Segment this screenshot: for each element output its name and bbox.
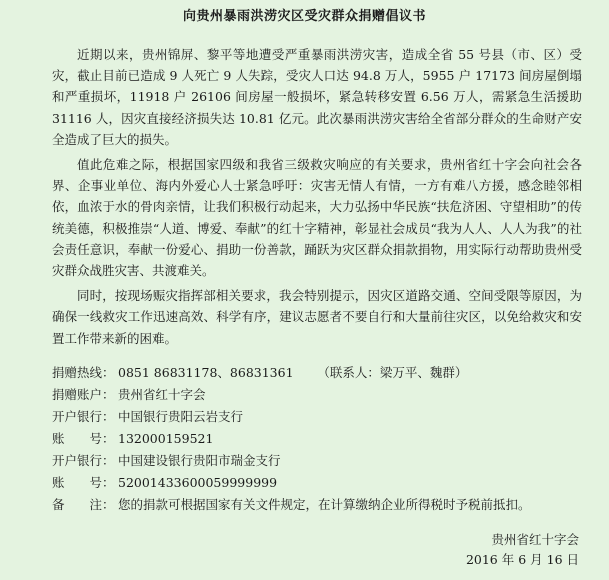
- info-value: 0851 86831178、86831361 （联系人：梁万平、魏群）: [118, 365, 468, 380]
- paragraph-appeal: 值此危难之际，根据国家四级和我省三级救灾响应的有关要求，贵州省红十字会向社会各界、企事业单位、海内外爱心人士紧急呼吁：灾害无情人有情，一方有难八方援，感念睦邻相依，血浓于水的骨肉亲情，让我们积极行动起来，大力弘扬中华民族“扶危济困、守望相助”的传统美德，积极推崇“人道、博爱、奉献”的红十字精神，彰显社会成员“我为人人、人人为我”的社会责任意识，奉献一份爱心、捐助一份善款，踊跃为灾区群众捐款捐物，用实际行动帮助贵州受灾群众战胜灾害、共渡难关。: [52, 157, 582, 279]
- info-label: 备 注：: [52, 497, 115, 512]
- info-row-hotline: [52, 362, 592, 384]
- info-value: 中国建设银行贵阳市瑞金支行: [118, 453, 281, 468]
- signature-block: [466, 530, 579, 570]
- info-value: 中国银行贵阳云岩支行: [118, 409, 244, 424]
- info-value: 132000159521: [118, 431, 214, 446]
- info-label: 账 号：: [52, 431, 115, 446]
- donation-info: [52, 362, 592, 516]
- signature-org: 贵州省红十字会: [491, 532, 579, 547]
- info-row-account-number-2: [52, 472, 592, 494]
- info-row-bank-2: [52, 450, 592, 472]
- info-label: 捐赠热线：: [52, 365, 115, 380]
- info-row-account-name: [52, 384, 592, 406]
- info-row-account-number-1: [52, 428, 592, 450]
- info-label: 开户银行：: [52, 409, 115, 424]
- paragraph-volunteer-notice: 同时，按现场赈灾指挥部相关要求，我会特别提示，因灾区道路交通、空间受限等原因，为确保一线救灾工作迅速高效、科学有序，建议志愿者不要自行和大量前往灾区，以免给救灾和安置工作带来新的困难。: [52, 288, 582, 346]
- info-label: 账 号：: [52, 475, 115, 490]
- info-row-remark: [52, 494, 592, 516]
- document-title: 向贵州暴雨洪涝灾区受灾群众捐赠倡议书: [182, 9, 426, 24]
- info-value: 您的捐款可根据国家有关文件规定，在计算缴纳企业所得税时予税前抵扣。: [118, 497, 531, 512]
- info-value: 贵州省红十字会: [118, 387, 206, 402]
- info-label: 捐赠账户：: [52, 387, 115, 402]
- info-label: 开户银行：: [52, 453, 115, 468]
- document-body: [52, 44, 582, 353]
- signature-date: 2016 年 6 月 16 日: [465, 552, 579, 567]
- paragraph-disaster-summary: 近期以来，贵州锦屏、黎平等地遭受严重暴雨洪涝灾害，造成全省 55 号县（市、区）受灾，截止目前已造成 9 人死亡 9 人失踪，受灾人口达 94.8 万人，5955 户 17173 间房屋倒塌和严重损坏，11918 户 26106 间房屋一般损坏，紧急转移安置 6.56 万人，需紧急生活援助 31116 人，因灾直接经济损失达 10.81 亿元。此次暴雨洪涝灾害给全省部分群众的生命财产安全造成了巨大的损失。: [52, 47, 582, 147]
- info-row-bank-1: [52, 406, 592, 428]
- info-value: 52001433600059999999: [118, 475, 278, 490]
